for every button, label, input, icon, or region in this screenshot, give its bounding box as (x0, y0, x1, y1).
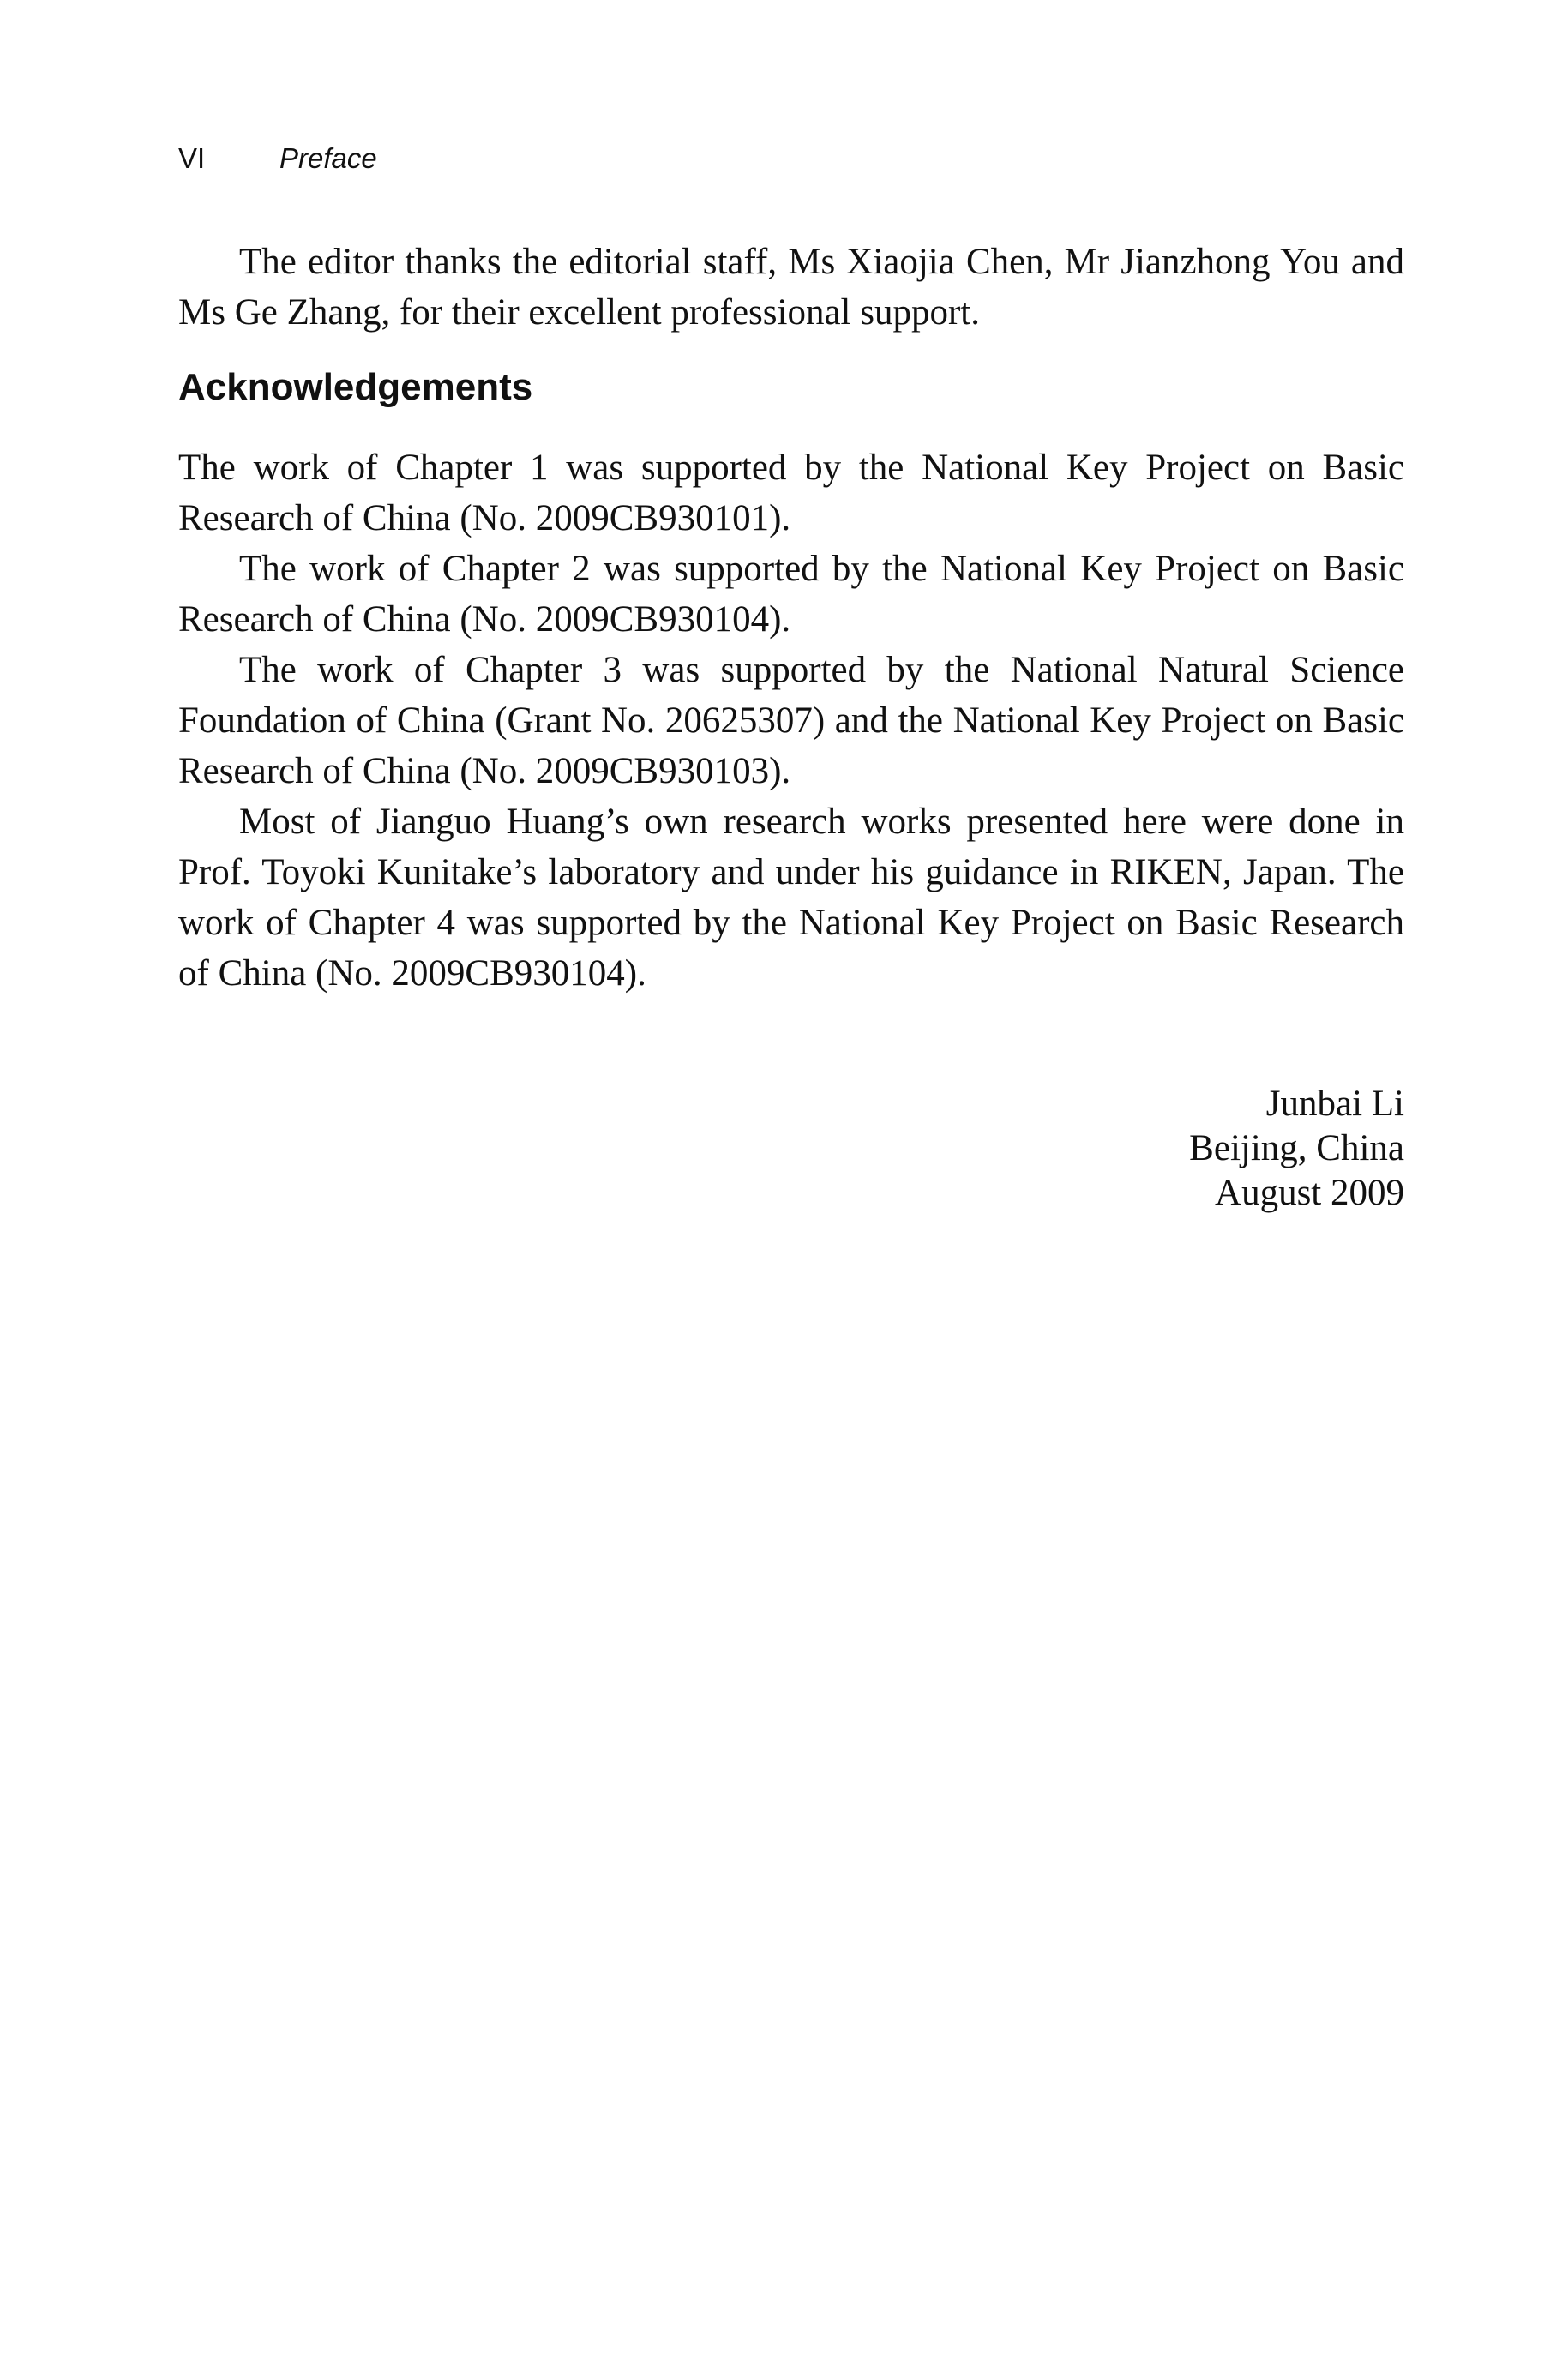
running-head (178, 141, 377, 176)
intro-section (178, 237, 1404, 338)
signature-date: August 2009 (1215, 1173, 1404, 1213)
signature-place: Beijing, China (1189, 1128, 1404, 1168)
acknowledgement-paragraph-4: Most of Jianguo Huang’s own research works presented here were done in Prof. Toyoki Kunitake’s laboratory and under his guidance in RIKEN, Japan. The work of Chapter 4 was supported by the National Key Project on Basic Research of China (No. 2009CB930104). (178, 802, 1404, 994)
acknowledgement-paragraph-3: The work of Chapter 3 was supported by the National Natural Science Foundation of China (Grant No. 20625307) and the National Key Project on Basic Research of China (No. 2009CB930103). (178, 650, 1404, 791)
intro-paragraph: The editor thanks the editorial staff, Ms Xiaojia Chen, Mr Jianzhong You and Ms Ge Zhang, for their excellent professional support. (178, 242, 1404, 333)
acknowledgements-body (178, 442, 1404, 999)
signature-block (1189, 1082, 1404, 1216)
page-number: VI (178, 142, 206, 174)
acknowledgement-paragraph-1: The work of Chapter 1 was supported by the National Key Project on Basic Research of China (No. 2009CB930101). (178, 448, 1404, 538)
acknowledgement-paragraph-2: The work of Chapter 2 was supported by the National Key Project on Basic Research of China (No. 2009CB930104). (178, 549, 1404, 640)
acknowledgements-heading: Acknowledgements (178, 366, 533, 408)
running-head-section: Preface (279, 142, 377, 174)
signature-name: Junbai Li (1265, 1084, 1404, 1124)
